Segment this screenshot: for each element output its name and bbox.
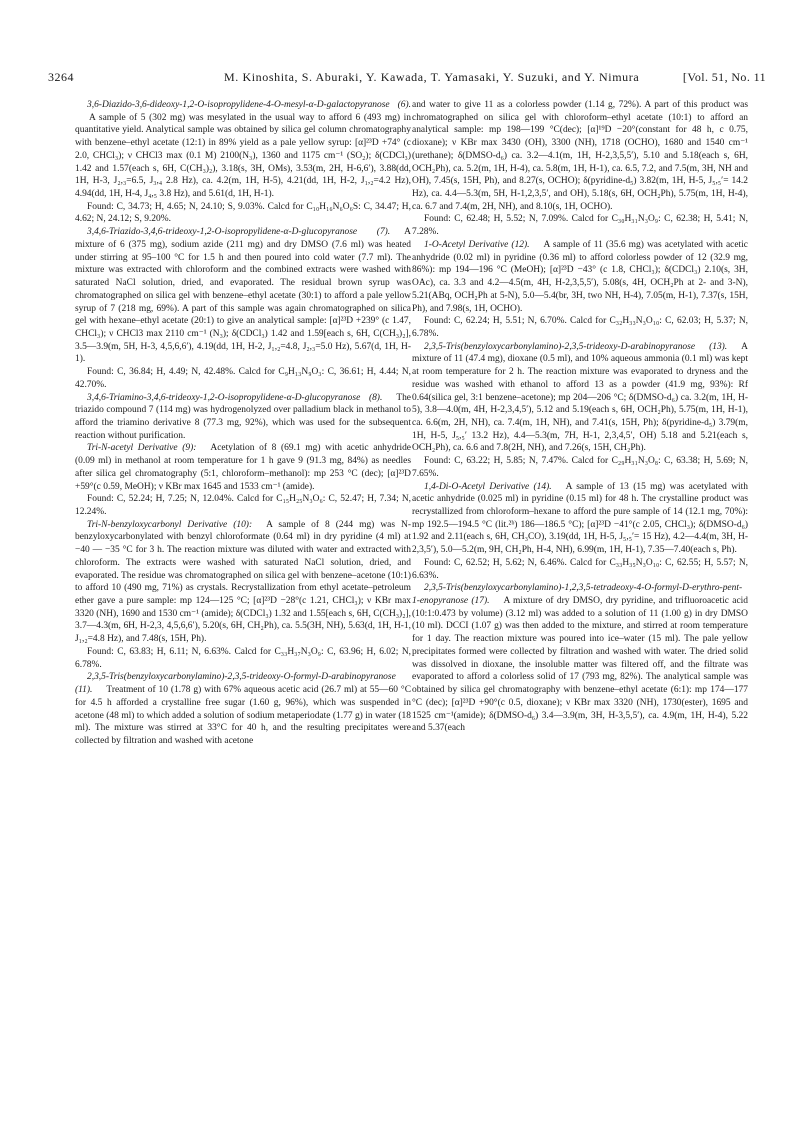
paragraph bbox=[412, 315, 748, 340]
paragraph-heading: 3,4,6-Triazido-3,4,6-trideoxy-1,2-O-isopropylidene-α-D-glucopyranose (7). bbox=[87, 227, 391, 238]
paragraph bbox=[412, 99, 748, 213]
paragraph-heading: 3,4,6-Triamino-3,4,6-trideoxy-1,2-O-isopropylidene-α-D-glucopyranose (8). bbox=[87, 392, 383, 403]
paragraph-heading: 2,3,5-Tris(benzyloxycarbonylamino)-2,3,5-trideoxy-O-formyl-D-arabinopyranose (11). bbox=[75, 672, 396, 696]
header-journal: [Vol. 51, No. 11 bbox=[682, 70, 766, 84]
paragraph-heading: 2,3,5-Tris(benzyloxycarbonylamino)-2,3,5-trideoxy-D-arabinopyranose (13). bbox=[424, 341, 728, 352]
right-column bbox=[412, 99, 748, 1099]
paragraph bbox=[75, 519, 411, 646]
paragraph-text: Found: C, 62.24; H, 5.51; N, 6.70%. Calcd for C₃₂H₃₃N₃O₁₀: C, 62.03; H, 5.37; N, 6.78%. bbox=[412, 316, 748, 339]
paragraph-heading: 1-O-Acetyl Derivative (12). bbox=[424, 239, 530, 250]
paragraph-text: Found: C, 63.22; H, 5.85; N, 7.47%. Calcd for C₂₉H₃₁N₃O₈: C, 63.38; H, 5.69; N, 7.65%. bbox=[412, 456, 748, 479]
paragraph-text: Found: C, 34.73; H, 4.65; N, 24.10; S, 9.03%. Calcd for C₁₀H₁₆N₆O₆S: C, 34.47; H, 4.62; N, 24.12; S, 9.20%. bbox=[75, 201, 411, 225]
paragraph bbox=[75, 671, 411, 747]
paragraph bbox=[412, 341, 748, 455]
paragraph bbox=[75, 392, 411, 443]
paragraph-heading: 3,6-Diazido-3,6-dideoxy-1,2-O-isopropylidene-4-O-mesyl-α-D-galactopyranose (6). bbox=[87, 100, 411, 110]
paragraph-text: Treatment of 10 (1.78 g) with 67% aqueous acetic acid (26.7 ml) at 55—60 °C for 4.5 h afforded a crystalline free sugar (1.60 g, 96%), which was suspended in acetone (48 ml) to which added a solution of sodium metaperiodate (1.77 g) in water (18 ml). The mixture was stirred at 33°C for 40 h, and the resulting precipitates were collected by filtration and washed with acetone bbox=[75, 685, 411, 746]
paragraph bbox=[75, 442, 411, 493]
page-number: 3264 bbox=[48, 70, 74, 84]
paragraph bbox=[412, 481, 748, 557]
paragraph-text: A mixture of 11 (47.4 mg), dioxane (0.5 ml), and 10% aqueous ammonia (0.1 ml) was kept at room temperature for 2 h. The reaction mixture was evaporated to dryness and the residue was washed with ethanol to afford 13 as a powder (41.9 mg, 93%): Rf 0.64(silica gel, 3:1 benzene–acetone); mp 204—206 °C; δ(DMSO-d₆) ca. 3.2(m, 1H, H-5), 3.8—4.0(m, 4H, H-2,3,4,5′), 5.12 and 5.19(each s, 6H, OCH₂Ph), 5.75(m, 1H, H-1), ca. 6.6(m, 2H, NH), ca. 7.4(m, 1H, NH), and 7.41(s, 15H, Ph); δ(pyridine-d₅) 3.79(m, 1H, H-5, J₅,₅′ 13.2 Hz), 4.4—5.3(m, 7H, H-1, 2,3,4,5′, OH) 5.18 and 5.21(each s, OCH₂Ph), ca. 6.6 and 7.8(2H, NH), and 7.26(s, 15H, CH₂Ph). bbox=[412, 341, 748, 454]
paragraph bbox=[412, 213, 748, 238]
paragraph-text: and water to give 11 as a colorless powder (1.14 g, 72%). A part of this product was chromatographed on silica gel with chloroform–ethyl acetate (10:1) to afford an analytical sample: mp 198—199 °C(dec); [α]¹⁹D −20°(constant for 48 h, c 0.75, dioxane); ν KBr max 3430 (OH), 3300 (NH), 1718 (OCHO), 1680 and 1540 cm⁻¹ (urethane); δ(DMSO-d₆) ca. 3.2—4.1(m, 1H, H-2,3,5,5′), 5.10 and 5.18(each s, 6H, OCH₂Ph), ca. 5.2(m, 1H, H-4), ca. 5.8(m, 1H, H-1), ca. 6.5, 7.2, and 7.5(m, 3H, NH and OH), 7.45(s, 15H, Ph), and 8.27(s, OCHO); δ(pyridine-d₅) 3.82(m, 1H, H-5, J₅,₅′= 14.2 Hz), ca. 4.4—5.3(m, 5H, H-1,2,3,5′, and OH), 5.18(s, 6H, OCH₂Ph), 5.75(m, 1H, H-4), ca. 6.7 and 7.4(m, 2H, NH), and 8.10(s, 1H, OCHO). bbox=[412, 100, 748, 212]
paragraph bbox=[412, 239, 748, 315]
paragraph bbox=[75, 493, 411, 518]
paragraph bbox=[412, 557, 748, 582]
paragraph-text: A mixture of dry DMSO, dry pyridine, and trifluoroacetic acid (10:1:0.473 by volume) (3.12 ml) was added to a solution of 11 (1.00 g) in dry DMSO (10 ml). DCCI (1.07 g) was then added to the mixture, and stirred at room temperature for 1 day. The reaction mixture was poured into ice–water (15 ml). The pale yellow precipitates formed were collected by filtration and washed with water. The dried solid was dissolved in dioxane, the insoluble matter was filtered off, and the filtrate was evaporated to afford a colorless solid of 17 (793 mg, 82%). The analytical sample was obtained by silica gel chromatography with benzene–ethyl acetate (6:1): mp 174—177 °C (dec); [α]²³D +90°(c 0.5, dioxane); ν KBr max 3320 (NH), 1730(ester), 1695 and 1525 cm⁻¹(amide); δ(DMSO-d₆) 3.4—3.9(m, 3H, H-3,5,5′), ca. 4.9(m, 1H, H-4), 5.22 and 5.37(each bbox=[412, 596, 748, 734]
paragraph-text: Found: C, 62.48; H, 5.52; N, 7.09%. Calcd for C₃₀H₃₁N₃O₉: C, 62.38; H, 5.41; N, 7.28%. bbox=[412, 214, 748, 238]
paragraph-heading: 2,3,5-Tris(benzyloxycarbonylamino)-1,2,3,5-tetradeoxy-4-O-formyl-D-erythro-pent-1-enopyranose (17). bbox=[412, 583, 743, 607]
paragraph bbox=[75, 201, 411, 226]
paragraph-text: Found: C, 52.24; H, 7.25; N, 12.04%. Calcd for C₁₅H₂₅N₃O₆: C, 52.47; H, 7.34; N, 12.24%. bbox=[75, 494, 411, 517]
paragraph bbox=[75, 226, 411, 366]
left-column bbox=[75, 99, 411, 1099]
paragraph-heading: Tri-N-benzyloxycarbonyl Derivative (10): bbox=[87, 519, 253, 530]
paragraph-text: A sample of 8 (244 mg) was N-benzyloxycarbonylated with benzyl chloroformate (0.64 ml) in dry pyridine (4 ml) at −40 — −35 °C for 3 h. The reaction mixture was diluted with water and extracted with chloroform. The extracts were washed with saturated NaCl solution, dried, and evaporated. The residue was chromatographed on silica gel with benzene–acetone (10:1) to afford 10 (490 mg, 71%) as crystals. Recrystallization from ethyl acetate–petroleum ether gave a pure sample: mp 124—125 °C; [α]²³D −28°(c 1.21, CHCl₃); ν KBr max 3320 (NH), 1690 and 1530 cm⁻¹ (amide); δ(CDCl₃) 1.32 and 1.55[each s, 6H, C(CH₃)₂], 3.7—4.3(m, 6H, H-2,3, 4,5,6,6′), 5.20(s, 6H, CH₂Ph), ca. 5.5(3H, NH), 5.63(d, 1H, H-1, J₁,₂=4.8 Hz), and 7.48(s, 15H, Ph). bbox=[75, 519, 411, 645]
paragraph-text: A sample of 5 (302 mg) was mesylated in the usual way to afford 6 (493 mg) in quantitative yield. Analytical sample was obtained by silica gel column chromatography with benzene–ethyl acetate (12:1) in 89% yield as a pale yellow syrup: [α]²³D +74° (c 2.0, CHCl₃); ν CHCl3 max (0.1 M) 2100(N₃), 1360 and 1175 cm⁻¹ (SO₂); δ(CDCl₃) 1.42 and 1.57(each s, 6H, C(CH₃)₂), 3.18(s, 3H, OMs), 3.53(m, 2H, H-6,6′), 3.88(dd, 1H, H-3, J₂,₃=6.5, J₃,₄ 2.8 Hz), ca. 4.2(m, 1H, H-5), 4.21(dd, 1H, H-2, J₁,₂=4.2 Hz), 4.94(dd, 1H, H-4, J₄,₅ 3.8 Hz), and 5.61(d, 1H, H-1). bbox=[75, 112, 411, 200]
paragraph-text: The triazido compound 7 (114 mg) was hydrogenolyzed over palladium black in methanol to afford the triamino derivative 8 (77.3 mg, 92%), which was used for the subsequent reaction without purification. bbox=[75, 392, 411, 441]
paragraph-text: Found: C, 62.52; H, 5.62; N, 6.46%. Calcd for C₃₃H₃₅N₃O₁₀: C, 62.55; H, 5.57; N, 6.63%. bbox=[412, 557, 748, 581]
paragraph-text: Acetylation of 8 (69.1 mg) with acetic anhydride (0.09 ml) in methanol at room temperature for 1 h gave 9 (91.3 mg, 84%) as needles after silica gel chromatography (5:1, chloroform–methanol): mp 253 °C (dec); [α]²³D +59°(c 0.59, MeOH); ν KBr max 1645 and 1533 cm⁻¹ (amide). bbox=[75, 443, 411, 492]
paragraph bbox=[412, 455, 748, 480]
paragraph bbox=[75, 646, 411, 671]
paragraph bbox=[412, 582, 748, 735]
paragraph-heading: 1,4-Di-O-Acetyl Derivative (14). bbox=[424, 481, 552, 492]
paragraph bbox=[75, 99, 411, 201]
paragraph-text: Found: C, 36.84; H, 4.49; N, 42.48%. Calcd for C₉H₁₃N₉O₃: C, 36.61; H, 4.44; N, 42.70%. bbox=[75, 367, 411, 390]
paragraph-heading: Tri-N-acetyl Derivative (9): bbox=[87, 443, 197, 454]
paragraph-text: A sample of 11 (35.6 mg) was acetylated with acetic anhydride (0.02 ml) in pyridine (0.36 ml) to afford colorless powder of 12 (32.9 mg, 86%): mp 194—196 °C (MeOH); [α]²³D −43° (c 1.8, CHCl₃); δ(CDCl₃) 2.10(s, 3H, OAc), ca. 3.3 and 4.2—4.5(m, 4H, H-2,3,5,5′), 5.08(s, 4H, OCH₂Ph at 2- and 3-N), 5.21(ABq, OCH₂Ph at 5-N), 5.0—5.4(br, 3H, two NH, H-4), 7.05(m, H-1), 7.37(s, 15H, Ph), and 7.98(s, 1H, OCHO). bbox=[412, 239, 748, 314]
paragraph bbox=[75, 366, 411, 391]
header-authors: M. Kinoshita, S. Aburaki, Y. Kawada, T. Yamasaki, Y. Suzuki, and Y. Nimura bbox=[224, 70, 640, 84]
running-header bbox=[48, 70, 766, 86]
paragraph-text: Found: C, 63.83; H, 6.11; N, 6.63%. Calcd for C₃₃H₃₇N₃O₉: C, 63.96; H, 6.02; N, 6.78%. bbox=[75, 646, 411, 670]
paragraph-text: A sample of 13 (15 mg) was acetylated with acetic anhydride (0.025 ml) in pyridine (0.15 ml) for 48 h. The crystalline product was recrystallized from chloroform–hexane to afford the pure sample of 14 (12.1 mg, 70%): mp 192.5—194.5 °C (lit.²ᵇ) 186—186.5 °C); [α]²³D −41°(c 2.05, CHCl₃); δ(DMSO-d₆) 1.92 and 2.11(each s, 6H, CH₃CO), 3.19(dd, 1H, H-5, J₅,₅′= 15 Hz), 4.2—4.4(m, 3H, H-2,3,5′), 5.0—5.2(m, 9H, CH₂Ph, H-4, NH), 6.99(m, 1H, H-1), 7.35—7.40(each s, Ph). bbox=[412, 481, 748, 556]
paragraph-text: A mixture of 6 (375 mg), sodium azide (211 mg) and dry DMSO (7.6 ml) was heated under stirring at 95–100 °C for 1.5 h and then poured into cold water (7.7 ml). The mixture was extracted with chloroform and the combined extracts were washed with saturated NaCl solution, dried, and evaporated. The residual brown syrup was chromatographed on silica gel with benzene–ethyl acetate (30:1) to afford a pale yellow syrup of 7 (218 mg, 69%). A part of this sample was again chromatographed on silica gel with hexane–ethyl acetate (20:1) to give an analytical sample: [α]²³D +239° (c 1.47, CHCl₃); ν CHCl3 max 2110 cm⁻¹ (N₃); δ(CDCl₃) 1.42 and 1.59[each s, 6H, C(CH₃)₂], 3.5—3.9(m, 5H, H-3, 4,5,6,6′), 4.19(dd, 1H, H-2, J₁,₂=4.8, J₂,₃=5.0 Hz), 5.67(d, 1H, H-1). bbox=[75, 227, 411, 365]
